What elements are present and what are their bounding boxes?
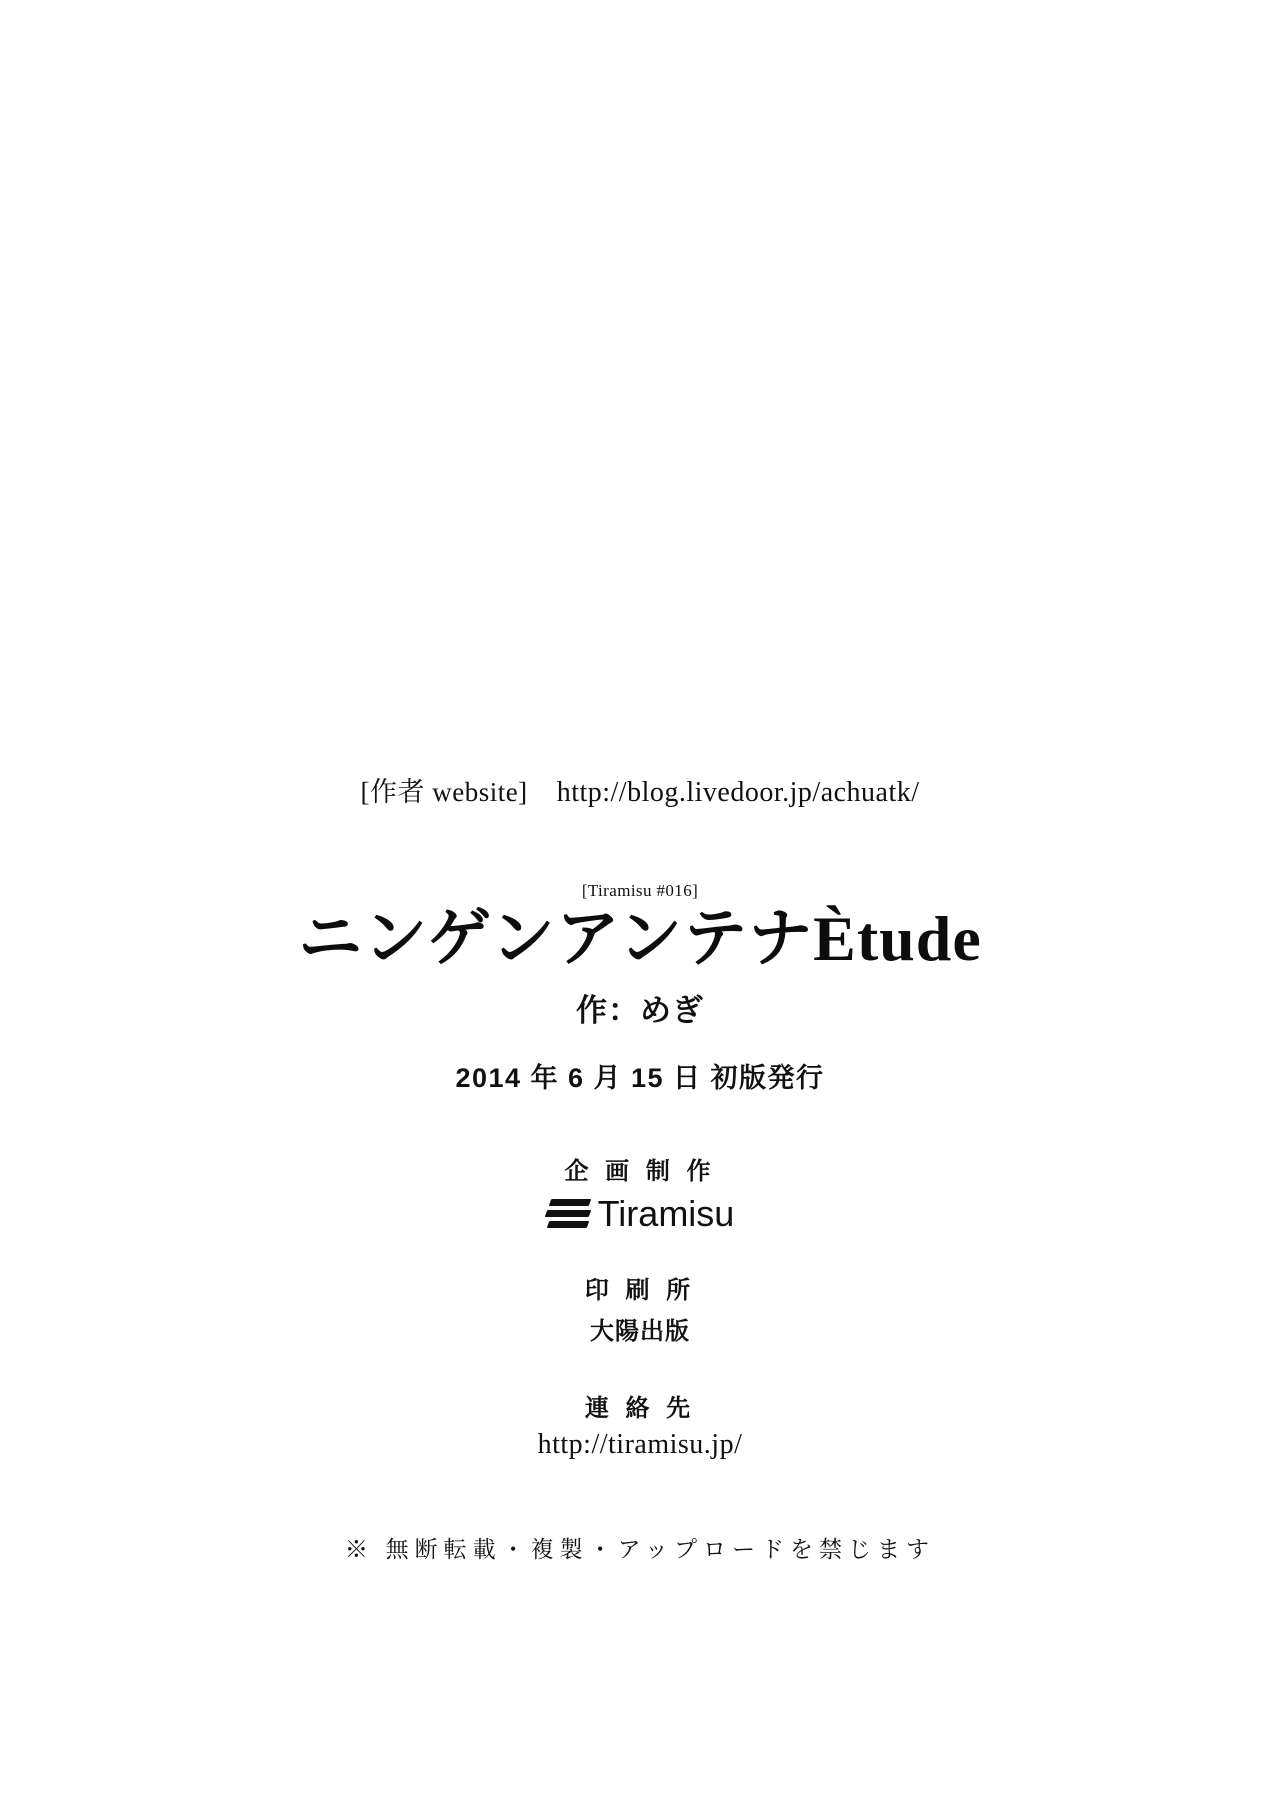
contact-block — [0, 1388, 1280, 1461]
stacked-bars-icon — [546, 1197, 590, 1231]
series-tag: [Tiramisu #016] — [581, 881, 699, 900]
tiramisu-logo-text: Tiramisu — [597, 1192, 735, 1234]
author-website-url: http://blog.livedoor.jp/achuatk/ — [556, 777, 920, 808]
contact-url: http://tiramisu.jp/ — [537, 1428, 743, 1460]
printer-name: 大陽出版 — [590, 1317, 690, 1345]
planning-block — [0, 1151, 1280, 1236]
book-title: ニンゲンアンテナÈtude — [298, 903, 982, 974]
publication-date: 2014 年 6 月 15 日 初版発行 — [455, 1062, 825, 1093]
planning-heading: 企 画 制 作 — [564, 1157, 716, 1185]
author-website-line — [0, 770, 1280, 809]
author-website-label: [作者 website] — [360, 777, 528, 807]
copyright-notice: ※ 無断転載・複製・アップロードを禁じます — [344, 1536, 936, 1562]
printer-block — [0, 1270, 1280, 1346]
author-credit: 作：めぎ — [576, 992, 704, 1028]
colophon-block — [0, 770, 1280, 1564]
printer-heading: 印 刷 所 — [584, 1276, 696, 1304]
contact-heading: 連 絡 先 — [584, 1394, 696, 1422]
tiramisu-logo — [0, 1192, 1280, 1236]
